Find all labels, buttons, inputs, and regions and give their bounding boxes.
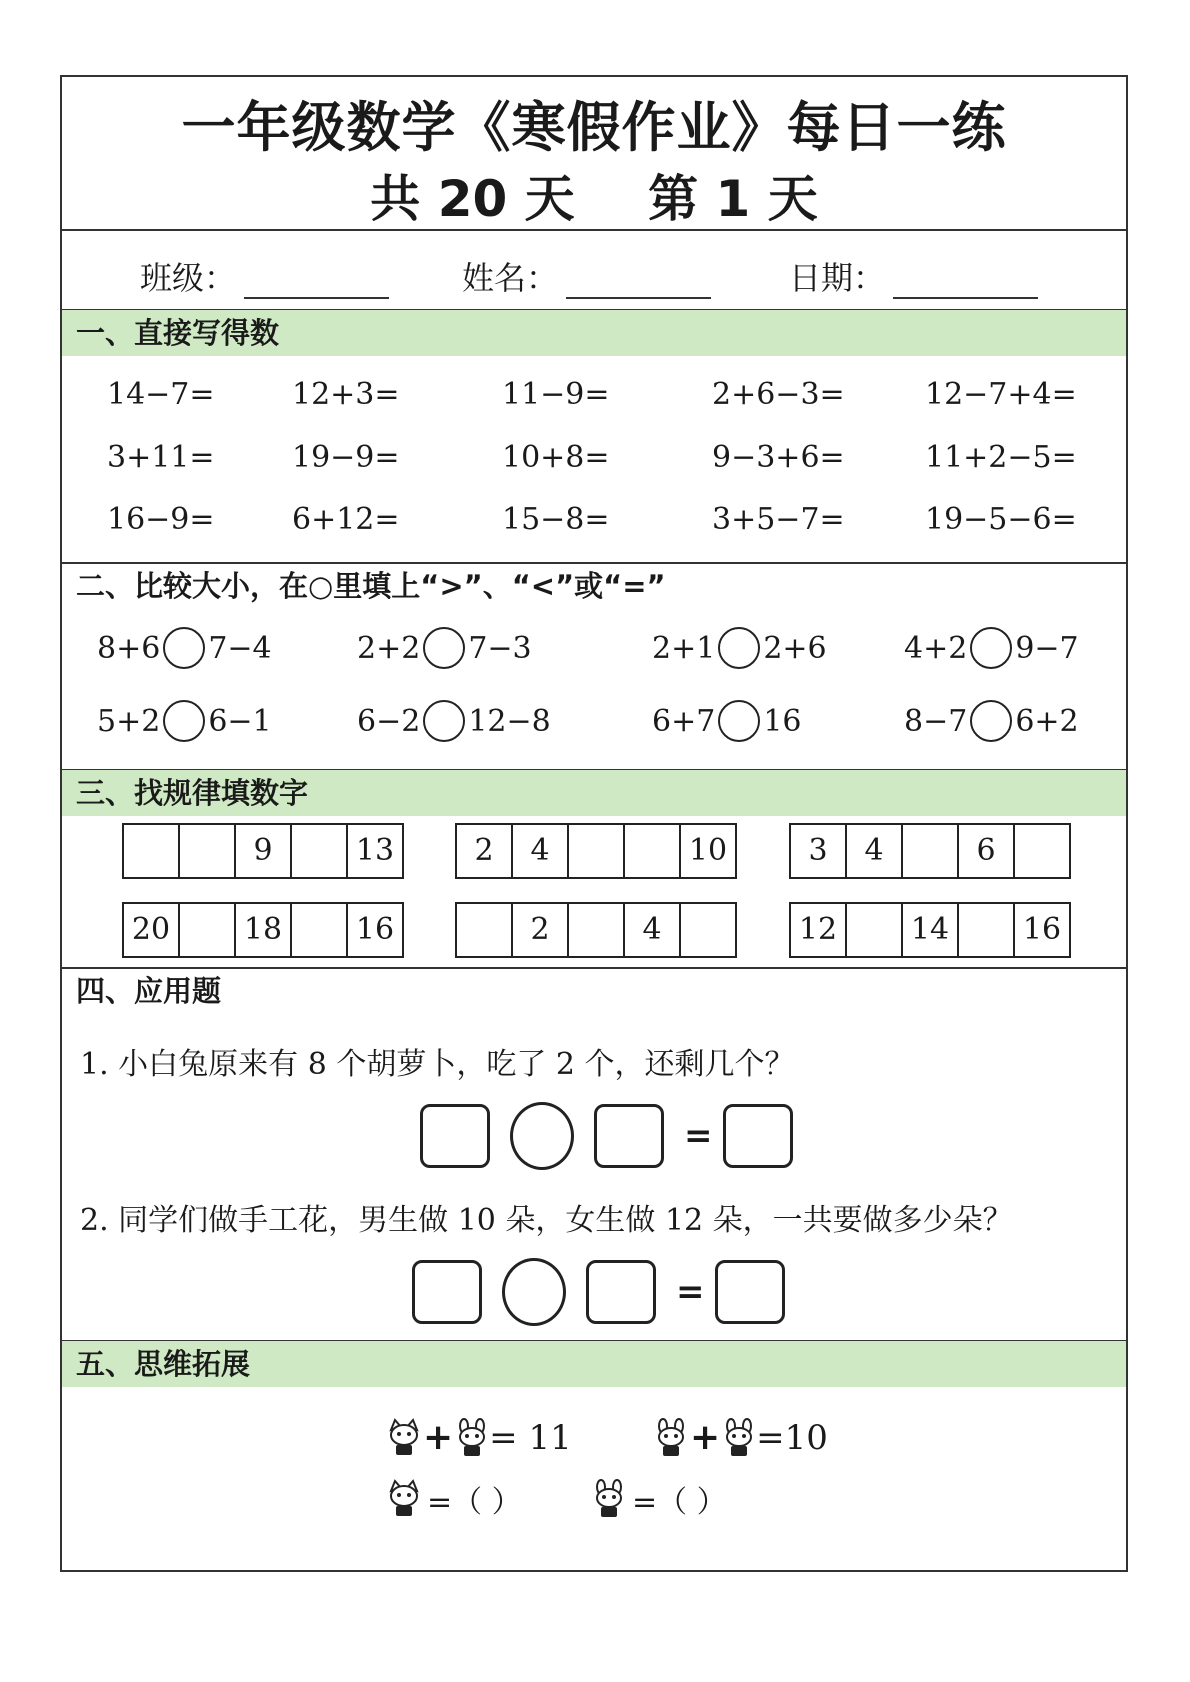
compare-problem [357,700,551,742]
compare-problem [97,627,272,669]
mental-math-problem: 3+11= [107,440,215,475]
sequence-blank-cell[interactable] [681,904,735,956]
number-sequence [122,823,404,879]
name-blank[interactable] [566,267,711,299]
sequence-cell: 6 [959,825,1015,877]
mental-math-problem: 10+8= [502,440,610,475]
rabbit-icon [722,1418,756,1458]
compare-problem [904,700,1079,742]
left-expression: 2+1 [652,630,716,666]
operator-circle[interactable] [510,1102,574,1170]
sequence-cell: 4 [513,825,569,877]
sequence-cell: 16 [1022,912,1062,947]
mental-math-problem: 11+2−5= [925,440,1077,475]
name-field[interactable]: 姓名： [462,253,711,299]
puzzle-equation-1 [387,1417,572,1458]
sequence-blank-cell[interactable] [903,825,959,877]
right-expression: 2+6 [763,630,827,666]
plus-sign: + [423,1417,454,1458]
mental-math-problem: 2+6−3= [712,377,845,412]
result-box[interactable] [723,1104,793,1168]
class-field[interactable]: 班级： [140,253,389,299]
sequence-blank-cell[interactable] [457,904,513,956]
sequence-blank-cell[interactable] [124,825,180,877]
sequence-cell: 10 [688,833,728,868]
worksheet [60,75,1128,1572]
current-day: 第 1 天 [648,170,818,228]
compare-problem [652,627,827,669]
mental-math-problem: 12+3= [292,377,400,412]
section2-title: 二、比较大小，在○里填上“>”、“<”或“=” [76,569,666,603]
question-1: 1. 小白兔原来有 8 个胡萝卜，吃了 2 个，还剩几个？ [80,1047,795,1082]
sequence-blank-cell[interactable] [292,904,348,956]
compare-circle[interactable] [970,627,1012,669]
info-row [62,229,1126,309]
sequence-blank-cell[interactable] [292,825,348,877]
left-expression: 6−2 [357,703,421,739]
sequence-cell: 18 [236,904,292,956]
mental-math-problem: 3+5−7= [712,502,845,537]
section3-title: 三、找规律填数字 [62,770,1126,816]
total-days: 共 20 天 [370,170,575,228]
left-expression: 8+6 [97,630,161,666]
mental-math-problem: 19−5−6= [925,502,1077,537]
answer-box[interactable] [594,1104,664,1168]
sequence-cell: 3 [791,825,847,877]
compare-circle[interactable] [970,700,1012,742]
sequence-blank-cell[interactable] [569,825,625,877]
sequence-cell: 4 [625,904,681,956]
sequence-blank-cell[interactable] [1015,825,1069,877]
right-expression: 12−8 [468,703,551,739]
sequence-cell: 14 [903,904,959,956]
page-title: 一年级数学《寒假作业》每日一练 [181,96,1007,159]
compare-circle[interactable] [718,627,760,669]
sequence-cell: 16 [355,912,395,947]
number-sequence [455,823,737,879]
compare-problem [652,700,802,742]
sequence-blank-cell[interactable] [180,825,236,877]
compare-circle[interactable] [163,700,205,742]
mental-math-problem: 6+12= [292,502,400,537]
puzzle-equation-2 [654,1417,828,1458]
sequence-blank-cell[interactable] [625,825,681,877]
section1-title: 一、直接写得数 [62,310,1126,356]
mental-math-problem: 14−7= [107,377,215,412]
number-sequence [455,902,737,958]
compare-circle[interactable] [163,627,205,669]
day-counter [62,159,1126,231]
left-expression: 4+2 [904,630,968,666]
left-expression: 8−7 [904,703,968,739]
rabbit-answer-blank[interactable]: =（ ） [632,1485,727,1520]
section5-title: 五、思维拓展 [62,1341,1126,1387]
equals-sign: = [676,1272,705,1312]
right-expression: 6−1 [208,703,272,739]
left-expression: 5+2 [97,703,161,739]
number-sequence [789,902,1071,958]
sequence-blank-cell[interactable] [180,904,236,956]
rabbit-answer [592,1477,727,1521]
rabbit-icon [455,1418,489,1458]
operator-circle[interactable] [502,1258,566,1326]
sequence-blank-cell[interactable] [569,904,625,956]
mental-math-problem: 11−9= [502,377,610,412]
right-expression: 7−4 [208,630,272,666]
mental-math-problem: 15−8= [502,502,610,537]
class-blank[interactable] [244,267,389,299]
sequence-cell: 20 [124,904,180,956]
question-2: 2. 同学们做手工花，男生做 10 朵，女生做 12 朵，一共要做多少朵？ [80,1203,1013,1238]
mental-math-problem: 9−3+6= [712,440,845,475]
right-expression: 6+2 [1015,703,1079,739]
compare-problem [357,627,532,669]
answer-row-1 [420,1102,813,1170]
left-expression: 2+2 [357,630,421,666]
cat-icon [387,1418,421,1458]
puzzle-result-1: = 11 [489,1417,572,1458]
compare-circle[interactable] [718,700,760,742]
compare-circle[interactable] [423,627,465,669]
sequence-cell: 4 [847,825,903,877]
left-expression: 6+7 [652,703,716,739]
sequence-cell: 9 [236,825,292,877]
answer-box[interactable] [412,1260,482,1324]
answer-box[interactable] [420,1104,490,1168]
section4-title: 四、应用题 [76,974,222,1008]
puzzle-result-2: =10 [756,1417,828,1458]
rabbit-icon [654,1418,688,1458]
sequence-blank-cell[interactable] [959,904,1015,956]
compare-problem [97,700,272,742]
sequence-blank-cell[interactable] [847,904,903,956]
right-expression: 16 [763,703,802,739]
date-field[interactable]: 日期： [789,253,1038,299]
compare-circle[interactable] [423,700,465,742]
right-expression: 9−7 [1015,630,1079,666]
mental-math-problem: 12−7+4= [925,377,1077,412]
cat-icon [387,1479,421,1519]
equals-sign: = [684,1116,713,1156]
right-expression: 7−3 [468,630,532,666]
mental-math-problem: 19−9= [292,440,400,475]
sequence-cell: 12 [791,904,847,956]
mental-math-problem: 16−9= [107,502,215,537]
answer-box[interactable] [586,1260,656,1324]
number-sequence [789,823,1071,879]
result-box[interactable] [715,1260,785,1324]
cat-answer [387,1477,522,1521]
sequence-cell: 13 [355,833,395,868]
plus-sign: + [690,1417,721,1458]
date-blank[interactable] [893,267,1038,299]
compare-problem [904,627,1079,669]
rabbit-icon [592,1479,626,1519]
sequence-cell: 2 [457,825,513,877]
answer-row-2 [412,1258,805,1326]
title-block [62,77,1126,231]
cat-answer-blank[interactable]: =（ ） [427,1485,522,1520]
number-sequence [122,902,404,958]
sequence-cell: 2 [513,904,569,956]
